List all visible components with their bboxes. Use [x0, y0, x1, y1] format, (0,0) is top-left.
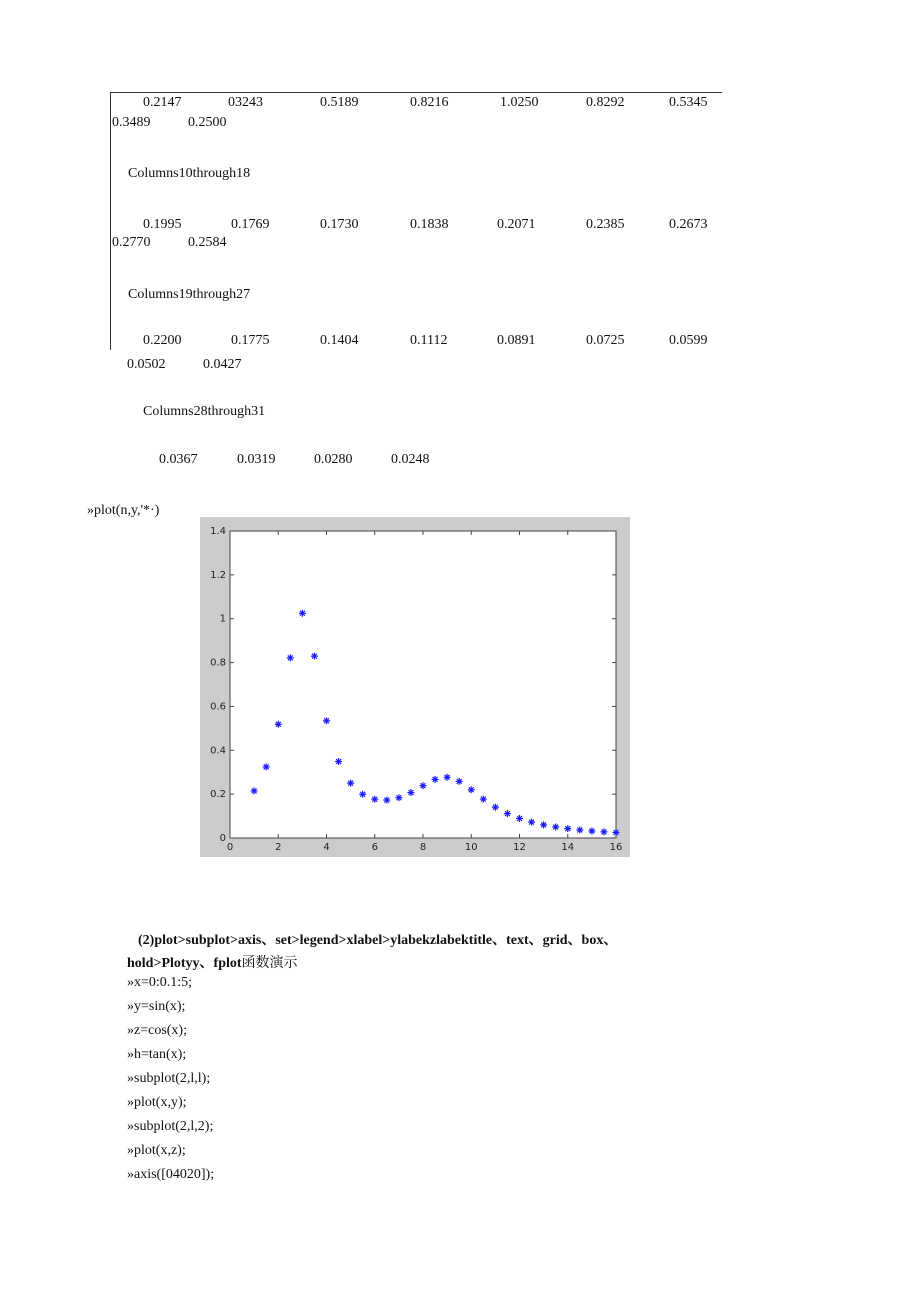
value-cell: 0.0599	[669, 333, 708, 348]
y-tick-label: 0.2	[210, 789, 226, 801]
x-tick-label: 8	[419, 842, 427, 853]
command-line: »subplot(2,l,2);	[127, 1119, 214, 1134]
columns-header: Columns19through27	[128, 287, 251, 302]
value-cell: 0.2200	[143, 333, 182, 348]
value-cell: 03243	[228, 95, 263, 110]
value-cell: 0.0280	[314, 452, 353, 467]
value-cell: 0.1838	[410, 217, 449, 232]
section-heading-line2	[127, 952, 298, 972]
value-cell: 0.8292	[586, 95, 625, 110]
value-cell: 0.1404	[320, 333, 359, 348]
value-cell: 0.5189	[320, 95, 359, 110]
value-cell: 0.2071	[497, 217, 536, 232]
y-tick-label: 1	[219, 613, 226, 625]
y-tick-label: 0.4	[210, 745, 226, 757]
value-cell: 0.2385	[586, 217, 625, 232]
value-cell: 0.8216	[410, 95, 449, 110]
columns-header: Columns28through31	[143, 404, 266, 419]
y-tick-label: 0	[219, 833, 226, 844]
section-heading-bold: hold>Plotyy、fplot	[127, 956, 242, 971]
value-cell: 0.0367	[159, 452, 198, 467]
x-tick-label: 10	[464, 842, 478, 853]
plot-area	[230, 531, 616, 838]
scatter-plot	[200, 517, 630, 857]
x-tick-label: 0	[226, 842, 234, 853]
command-line: »z=cos(x);	[127, 1023, 187, 1038]
value-cell: 0.2500	[188, 115, 227, 130]
value-cell: 0.0319	[237, 452, 276, 467]
value-cell: 0.0248	[391, 452, 430, 467]
value-cell: 0.2673	[669, 217, 708, 232]
command-line: »axis([04020]);	[127, 1167, 215, 1182]
value-cell: 0.1775	[231, 333, 270, 348]
command-line: »plot(x,y);	[127, 1095, 187, 1110]
command-line: »y=sin(x);	[127, 999, 186, 1014]
value-cell: 0.5345	[669, 95, 708, 110]
value-cell: 0.3489	[112, 115, 151, 130]
value-cell: 0.2770	[112, 235, 151, 250]
x-tick-label: 4	[323, 842, 330, 853]
value-cell: 0.0502	[127, 357, 166, 372]
x-tick-label: 2	[275, 842, 282, 853]
value-cell: 0.2584	[188, 235, 227, 250]
plot-command: »plot(n,y,'*·)	[87, 503, 160, 518]
table-left-rule	[110, 92, 111, 350]
section-heading-suffix: 函数演示	[241, 955, 298, 971]
x-tick-label: 14	[561, 842, 575, 853]
command-line: »subplot(2,l,l);	[127, 1071, 211, 1086]
value-cell: 0.2147	[143, 95, 182, 110]
value-cell: 0.0427	[203, 357, 242, 372]
value-cell: 0.0891	[497, 333, 536, 348]
y-tick-label: 0.6	[210, 701, 226, 713]
section-heading-line1: (2)plot>subplot>axis、set>legend>xlabel>ylabekzlabektitle、text、grid、box、	[138, 933, 618, 948]
x-tick-label: 16	[609, 842, 623, 853]
value-cell: 0.0725	[586, 333, 625, 348]
value-cell: 0.1769	[231, 217, 270, 232]
x-tick-label: 6	[371, 842, 378, 853]
value-cell: 1.0250	[500, 95, 539, 110]
x-tick-label: 12	[513, 842, 526, 853]
y-tick-label: 1.4	[210, 526, 226, 537]
value-cell: 0.1730	[320, 217, 359, 232]
command-line: »h=tan(x);	[127, 1047, 187, 1062]
columns-header: Columns10through18	[128, 166, 251, 181]
command-line: »plot(x,z);	[127, 1143, 186, 1158]
y-tick-label: 0.8	[210, 657, 226, 669]
value-cell: 0.1112	[410, 333, 448, 348]
command-line: »x=0:0.1:5;	[127, 975, 193, 990]
table-top-rule	[110, 92, 722, 93]
data-point	[468, 786, 475, 793]
value-cell: 0.1995	[143, 217, 182, 232]
y-tick-label: 1.2	[210, 569, 226, 581]
